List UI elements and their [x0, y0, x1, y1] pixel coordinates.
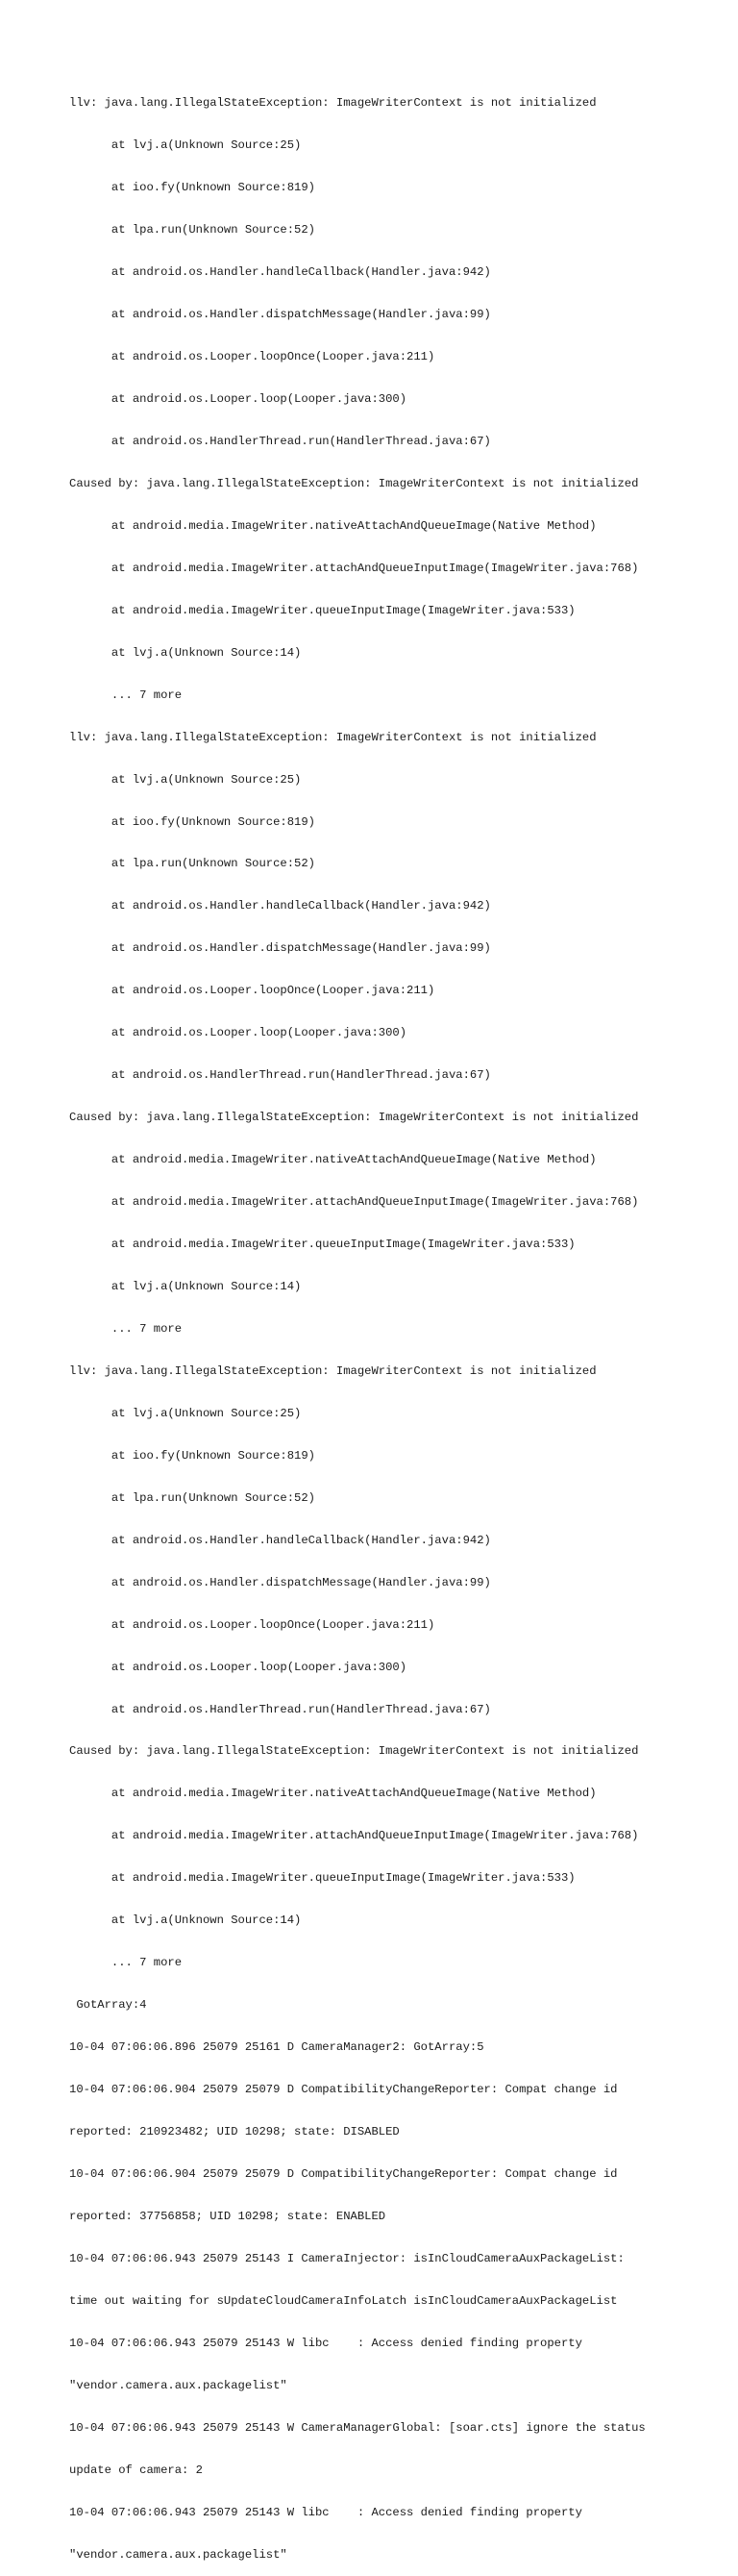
log-line: at android.media.ImageWriter.nativeAttachAndQueueImage(Native Method) [69, 518, 597, 533]
log-line: at ioo.fy(Unknown Source:819) [69, 181, 315, 195]
log-document [69, 68, 684, 2576]
log-line: 10-04 07:06:06.904 25079 25079 D CompatibilityChangeReporter: Compat change id [69, 2083, 618, 2097]
log-line: at android.os.Handler.dispatchMessage(Handler.java:99) [69, 941, 491, 956]
log-line: at android.os.Handler.dispatchMessage(Handler.java:99) [69, 1575, 491, 1589]
log-line: reported: 210923482; UID 10298; state: DISABLED [69, 2125, 400, 2139]
log-line: at android.media.ImageWriter.queueInputImage(ImageWriter.java:533) [69, 1238, 576, 1252]
log-line: at android.os.Looper.loopOnce(Looper.java:211) [69, 984, 435, 998]
log-line: at lvj.a(Unknown Source:14) [69, 1913, 302, 1928]
log-line: at android.media.ImageWriter.nativeAttachAndQueueImage(Native Method) [69, 1787, 597, 1801]
log-line: at lvj.a(Unknown Source:14) [69, 1280, 302, 1293]
log-line: Caused by: java.lang.IllegalStateException: ImageWriterContext is not initialized [69, 1744, 639, 1759]
log-line: at android.media.ImageWriter.queueInputImage(ImageWriter.java:533) [69, 603, 576, 617]
log-line: at lpa.run(Unknown Source:52) [69, 1490, 315, 1505]
log-line: at android.os.Looper.loop(Looper.java:300) [69, 391, 407, 406]
log-line: Caused by: java.lang.IllegalStateException: ImageWriterContext is not initialized [69, 476, 639, 490]
log-line: 10-04 07:06:06.943 25079 25143 W CameraManagerGlobal: [soar.cts] ignore the status [69, 2420, 646, 2435]
log-line: time out waiting for sUpdateCloudCameraInfoLatch isInCloudCameraAuxPackageList [69, 2293, 618, 2308]
log-line: at lvj.a(Unknown Source:25) [69, 772, 302, 787]
log-line: 10-04 07:06:06.896 25079 25161 D CameraManager2: GotArray:5 [69, 2040, 484, 2055]
log-line: "vendor.camera.aux.packagelist" [69, 2378, 287, 2392]
log-line: at android.media.ImageWriter.queueInputImage(ImageWriter.java:533) [69, 1871, 576, 1886]
log-line: llv: java.lang.IllegalStateException: ImageWriterContext is not initialized [69, 1363, 597, 1378]
log-line: at android.os.HandlerThread.run(HandlerThread.java:67) [69, 1702, 491, 1716]
log-line: at ioo.fy(Unknown Source:819) [69, 1448, 315, 1463]
log-line: 10-04 07:06:06.943 25079 25143 W libc : Access denied finding property [69, 2505, 582, 2519]
log-line: at android.os.Handler.handleCallback(Handler.java:942) [69, 1533, 491, 1547]
log-line: 10-04 07:06:06.943 25079 25143 I CameraInjector: isInCloudCameraAuxPackageList: [69, 2251, 625, 2265]
log-line: llv: java.lang.IllegalStateException: ImageWriterContext is not initialized [69, 730, 597, 744]
log-line: at lvj.a(Unknown Source:25) [69, 1406, 302, 1420]
log-line: at lvj.a(Unknown Source:14) [69, 645, 302, 660]
log-line: at android.os.Looper.loopOnce(Looper.java:211) [69, 350, 435, 364]
log-line: ... 7 more [69, 1321, 183, 1336]
log-line: 10-04 07:06:06.943 25079 25143 W libc : Access denied finding property [69, 2336, 582, 2350]
log-line: at android.os.Handler.handleCallback(Handler.java:942) [69, 899, 491, 913]
log-line: at ioo.fy(Unknown Source:819) [69, 814, 315, 829]
log-line: at android.os.Looper.loop(Looper.java:300) [69, 1026, 407, 1040]
log-line: ... 7 more [69, 1956, 183, 1970]
log-line: "vendor.camera.aux.packagelist" [69, 2547, 287, 2562]
log-line: at android.media.ImageWriter.nativeAttachAndQueueImage(Native Method) [69, 1153, 597, 1167]
log-line: at android.os.Handler.dispatchMessage(Handler.java:99) [69, 308, 491, 322]
log-line: at android.os.Looper.loopOnce(Looper.java:211) [69, 1617, 435, 1632]
log-line: llv: java.lang.IllegalStateException: ImageWriterContext is not initialized [69, 96, 597, 111]
log-line: ... 7 more [69, 688, 183, 702]
log-line: at android.os.Looper.loop(Looper.java:300) [69, 1660, 407, 1674]
log-line: Caused by: java.lang.IllegalStateException: ImageWriterContext is not initialized [69, 1111, 639, 1125]
log-line: reported: 37756858; UID 10298; state: ENABLED [69, 2209, 386, 2223]
log-line: at lpa.run(Unknown Source:52) [69, 857, 315, 871]
log-line: GotArray:4 [69, 1998, 147, 2013]
log-line: at android.media.ImageWriter.attachAndQueueInputImage(ImageWriter.java:768) [69, 561, 639, 575]
log-line: 10-04 07:06:06.904 25079 25079 D CompatibilityChangeReporter: Compat change id [69, 2167, 618, 2182]
log-line: at android.os.HandlerThread.run(HandlerThread.java:67) [69, 1068, 491, 1083]
log-line: update of camera: 2 [69, 2463, 203, 2477]
log-line: at android.os.HandlerThread.run(HandlerThread.java:67) [69, 434, 491, 448]
log-line: at android.media.ImageWriter.attachAndQueueInputImage(ImageWriter.java:768) [69, 1195, 639, 1210]
log-line: at lpa.run(Unknown Source:52) [69, 223, 315, 238]
log-line: at android.media.ImageWriter.attachAndQueueInputImage(ImageWriter.java:768) [69, 1829, 639, 1843]
log-line: at lvj.a(Unknown Source:25) [69, 138, 302, 153]
log-line: at android.os.Handler.handleCallback(Handler.java:942) [69, 265, 491, 280]
